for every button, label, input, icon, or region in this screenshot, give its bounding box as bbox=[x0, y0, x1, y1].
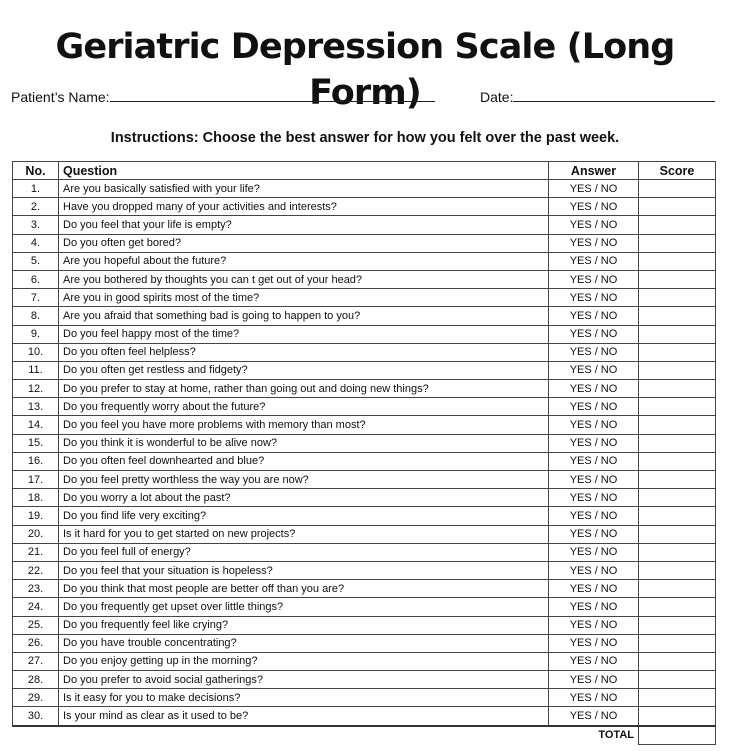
answer-separator: / bbox=[594, 419, 598, 432]
patient-name-label: Patient’s Name: bbox=[11, 89, 110, 105]
answer-yes-option[interactable]: YES bbox=[569, 455, 592, 468]
table-row bbox=[13, 434, 716, 452]
answer-cell bbox=[549, 634, 639, 652]
total-row bbox=[13, 726, 716, 745]
question-number: 10. bbox=[13, 343, 59, 361]
question-text: Do you feel you have more problems with memory than most? bbox=[59, 416, 549, 434]
score-cell[interactable] bbox=[639, 307, 716, 325]
answer-no-option[interactable]: NO bbox=[600, 600, 618, 613]
answer-no-option[interactable]: NO bbox=[600, 564, 618, 577]
answer-no-option[interactable]: NO bbox=[600, 710, 618, 723]
question-text: Do you feel that your life is empty? bbox=[59, 216, 549, 234]
score-cell[interactable] bbox=[639, 198, 716, 216]
question-number: 1. bbox=[13, 180, 59, 198]
question-text: Do you think it is wonderful to be alive now? bbox=[59, 434, 549, 452]
score-cell[interactable] bbox=[639, 216, 716, 234]
answer-cell bbox=[549, 525, 639, 543]
score-cell[interactable] bbox=[639, 452, 716, 470]
answer-separator: / bbox=[594, 455, 598, 468]
question-text: Do you frequently worry about the future? bbox=[59, 398, 549, 416]
total-label: TOTAL bbox=[549, 726, 639, 745]
answer-yes-option[interactable]: YES bbox=[569, 382, 592, 395]
answer-yes-option[interactable]: YES bbox=[569, 546, 592, 559]
header-score: Score bbox=[639, 162, 716, 180]
answer-no-option[interactable]: NO bbox=[600, 273, 618, 286]
answer-separator: / bbox=[594, 400, 598, 413]
answer-yes-option[interactable]: YES bbox=[569, 419, 592, 432]
answer-yes-option[interactable]: YES bbox=[569, 509, 592, 522]
score-cell[interactable] bbox=[639, 416, 716, 434]
question-text: Do you find life very exciting? bbox=[59, 507, 549, 525]
answer-no-option[interactable]: NO bbox=[600, 473, 618, 486]
table-row bbox=[13, 307, 716, 325]
answer-cell bbox=[549, 689, 639, 707]
table-row bbox=[13, 361, 716, 379]
answer-separator: / bbox=[594, 655, 598, 668]
score-cell[interactable] bbox=[639, 252, 716, 270]
answer-cell bbox=[549, 580, 639, 598]
answer-separator: / bbox=[594, 691, 598, 704]
question-number: 30. bbox=[13, 707, 59, 726]
question-number: 25. bbox=[13, 616, 59, 634]
answer-yes-option[interactable]: YES bbox=[569, 364, 592, 377]
patient-name-line[interactable] bbox=[110, 87, 435, 102]
answer-cell bbox=[549, 180, 639, 198]
question-text: Do you often feel helpless? bbox=[59, 343, 549, 361]
question-number: 28. bbox=[13, 671, 59, 689]
answer-no-option[interactable]: NO bbox=[600, 346, 618, 359]
answer-no-option[interactable]: NO bbox=[600, 309, 618, 322]
answer-no-option[interactable]: NO bbox=[600, 437, 618, 450]
answer-separator: / bbox=[594, 637, 598, 650]
answer-cell bbox=[549, 707, 639, 726]
score-cell[interactable] bbox=[639, 580, 716, 598]
answer-cell bbox=[549, 616, 639, 634]
question-number: 14. bbox=[13, 416, 59, 434]
answer-separator: / bbox=[594, 218, 598, 231]
answer-cell bbox=[549, 398, 639, 416]
page-title: Geriatric Depression Scale (Long Form) bbox=[55, 27, 675, 113]
question-text: Are you basically satisfied with your life? bbox=[59, 180, 549, 198]
answer-separator: / bbox=[594, 528, 598, 541]
score-cell[interactable] bbox=[639, 289, 716, 307]
answer-cell bbox=[549, 471, 639, 489]
question-number: 20. bbox=[13, 525, 59, 543]
question-number: 29. bbox=[13, 689, 59, 707]
question-number: 6. bbox=[13, 270, 59, 288]
table-row bbox=[13, 198, 716, 216]
answer-separator: / bbox=[594, 328, 598, 341]
table-row bbox=[13, 270, 716, 288]
answer-yes-option[interactable]: YES bbox=[569, 691, 592, 704]
instructions: Instructions: Choose the best answer for how you felt over the past week. bbox=[110, 130, 620, 146]
answer-no-option[interactable]: NO bbox=[600, 419, 618, 432]
answer-separator: / bbox=[594, 437, 598, 450]
question-number: 9. bbox=[13, 325, 59, 343]
table-row bbox=[13, 489, 716, 507]
question-number: 8. bbox=[13, 307, 59, 325]
answer-separator: / bbox=[594, 382, 598, 395]
question-text: Are you afraid that something bad is going to happen to you? bbox=[59, 307, 549, 325]
question-text: Are you bothered by thoughts you can t get out of your head? bbox=[59, 270, 549, 288]
answer-separator: / bbox=[594, 237, 598, 250]
answer-cell bbox=[549, 252, 639, 270]
answer-cell bbox=[549, 489, 639, 507]
answer-cell bbox=[549, 289, 639, 307]
score-cell[interactable] bbox=[639, 707, 716, 726]
answer-no-option[interactable]: NO bbox=[600, 182, 618, 195]
total-blank-2 bbox=[59, 726, 549, 745]
answer-separator: / bbox=[594, 546, 598, 559]
table-row bbox=[13, 561, 716, 579]
table-row bbox=[13, 507, 716, 525]
answer-yes-option[interactable]: YES bbox=[569, 491, 592, 504]
answer-cell bbox=[549, 507, 639, 525]
table-row bbox=[13, 598, 716, 616]
answer-separator: / bbox=[594, 491, 598, 504]
score-cell[interactable] bbox=[639, 180, 716, 198]
score-cell[interactable] bbox=[639, 471, 716, 489]
answer-yes-option[interactable]: YES bbox=[569, 564, 592, 577]
question-number: 26. bbox=[13, 634, 59, 652]
question-text: Do you prefer to stay at home, rather than going out and doing new things? bbox=[59, 380, 549, 398]
question-number: 18. bbox=[13, 489, 59, 507]
answer-cell bbox=[549, 671, 639, 689]
table-row bbox=[13, 634, 716, 652]
score-cell[interactable] bbox=[639, 343, 716, 361]
question-number: 7. bbox=[13, 289, 59, 307]
question-text: Is it easy for you to make decisions? bbox=[59, 689, 549, 707]
question-text: Do you worry a lot about the past? bbox=[59, 489, 549, 507]
answer-yes-option[interactable]: YES bbox=[569, 710, 592, 723]
answer-separator: / bbox=[594, 364, 598, 377]
answer-separator: / bbox=[594, 255, 598, 268]
table-row bbox=[13, 652, 716, 670]
answer-yes-option[interactable]: YES bbox=[569, 655, 592, 668]
score-cell[interactable] bbox=[639, 234, 716, 252]
question-text: Are you hopeful about the future? bbox=[59, 252, 549, 270]
table-row bbox=[13, 616, 716, 634]
answer-separator: / bbox=[594, 710, 598, 723]
answer-yes-option[interactable]: YES bbox=[569, 619, 592, 632]
answer-yes-option[interactable]: YES bbox=[569, 473, 592, 486]
question-number: 11. bbox=[13, 361, 59, 379]
question-text: Is your mind as clear as it used to be? bbox=[59, 707, 549, 726]
score-cell[interactable] bbox=[639, 634, 716, 652]
answer-yes-option[interactable]: YES bbox=[569, 200, 592, 213]
question-number: 15. bbox=[13, 434, 59, 452]
answer-yes-option[interactable]: YES bbox=[569, 673, 592, 686]
score-cell[interactable] bbox=[639, 325, 716, 343]
answer-cell bbox=[549, 452, 639, 470]
table-row bbox=[13, 525, 716, 543]
answer-cell bbox=[549, 234, 639, 252]
score-cell[interactable] bbox=[639, 689, 716, 707]
table-row bbox=[13, 543, 716, 561]
table-header-row bbox=[13, 162, 716, 180]
answer-separator: / bbox=[594, 473, 598, 486]
answer-no-option[interactable]: NO bbox=[600, 637, 618, 650]
question-number: 27. bbox=[13, 652, 59, 670]
answer-no-option[interactable]: NO bbox=[600, 528, 618, 541]
table-row bbox=[13, 325, 716, 343]
answer-no-option[interactable]: NO bbox=[600, 509, 618, 522]
answer-no-option[interactable]: NO bbox=[600, 619, 618, 632]
score-cell[interactable] bbox=[639, 434, 716, 452]
question-text: Do you have trouble concentrating? bbox=[59, 634, 549, 652]
answer-cell bbox=[549, 380, 639, 398]
answer-separator: / bbox=[594, 291, 598, 304]
question-text: Have you dropped many of your activities and interests? bbox=[59, 198, 549, 216]
answer-separator: / bbox=[594, 182, 598, 195]
answer-cell bbox=[549, 325, 639, 343]
question-number: 12. bbox=[13, 380, 59, 398]
answer-cell bbox=[549, 216, 639, 234]
answer-no-option[interactable]: NO bbox=[600, 655, 618, 668]
answer-no-option[interactable]: NO bbox=[600, 673, 618, 686]
score-cell[interactable] bbox=[639, 671, 716, 689]
question-text: Do you think that most people are better off than you are? bbox=[59, 580, 549, 598]
score-cell[interactable] bbox=[639, 270, 716, 288]
answer-yes-option[interactable]: YES bbox=[569, 637, 592, 650]
question-text: Do you feel pretty worthless the way you are now? bbox=[59, 471, 549, 489]
score-cell[interactable] bbox=[639, 525, 716, 543]
date-label: Date: bbox=[480, 89, 514, 105]
answer-no-option[interactable]: NO bbox=[600, 328, 618, 341]
answer-no-option[interactable]: NO bbox=[600, 291, 618, 304]
answer-no-option[interactable]: NO bbox=[600, 364, 618, 377]
table-row bbox=[13, 689, 716, 707]
answer-no-option[interactable]: NO bbox=[600, 400, 618, 413]
answer-cell bbox=[549, 416, 639, 434]
table-row bbox=[13, 452, 716, 470]
answer-separator: / bbox=[594, 509, 598, 522]
answer-no-option[interactable]: NO bbox=[600, 382, 618, 395]
answer-yes-option[interactable]: YES bbox=[569, 437, 592, 450]
answer-no-option[interactable]: NO bbox=[600, 255, 618, 268]
answer-no-option[interactable]: NO bbox=[600, 546, 618, 559]
answer-cell bbox=[549, 598, 639, 616]
score-cell[interactable] bbox=[639, 507, 716, 525]
table-row bbox=[13, 671, 716, 689]
answer-no-option[interactable]: NO bbox=[600, 455, 618, 468]
question-number: 2. bbox=[13, 198, 59, 216]
table-row bbox=[13, 471, 716, 489]
question-number: 16. bbox=[13, 452, 59, 470]
answer-separator: / bbox=[594, 346, 598, 359]
table-row bbox=[13, 216, 716, 234]
answer-yes-option[interactable]: YES bbox=[569, 600, 592, 613]
answer-cell bbox=[549, 343, 639, 361]
question-number: 17. bbox=[13, 471, 59, 489]
question-text: Do you feel full of energy? bbox=[59, 543, 549, 561]
question-number: 21. bbox=[13, 543, 59, 561]
answer-yes-option[interactable]: YES bbox=[569, 309, 592, 322]
table-row bbox=[13, 380, 716, 398]
question-text: Do you often feel downhearted and blue? bbox=[59, 452, 549, 470]
answer-yes-option[interactable]: YES bbox=[569, 273, 592, 286]
score-cell[interactable] bbox=[639, 543, 716, 561]
answer-yes-option[interactable]: YES bbox=[569, 237, 592, 250]
patient-name-field[interactable] bbox=[11, 87, 435, 106]
question-text: Do you feel happy most of the time? bbox=[59, 325, 549, 343]
header-question: Question bbox=[59, 162, 549, 180]
answer-cell bbox=[549, 270, 639, 288]
question-text: Do you frequently get upset over little things? bbox=[59, 598, 549, 616]
answer-cell bbox=[549, 652, 639, 670]
answer-no-option[interactable]: NO bbox=[600, 237, 618, 250]
question-number: 3. bbox=[13, 216, 59, 234]
table-row bbox=[13, 416, 716, 434]
answer-no-option[interactable]: NO bbox=[600, 200, 618, 213]
header-answer: Answer bbox=[549, 162, 639, 180]
total-score-cell[interactable] bbox=[639, 726, 716, 745]
score-cell[interactable] bbox=[639, 398, 716, 416]
answer-yes-option[interactable]: YES bbox=[569, 182, 592, 195]
score-cell[interactable] bbox=[639, 489, 716, 507]
answer-separator: / bbox=[594, 273, 598, 286]
question-text: Do you feel that your situation is hopeless? bbox=[59, 561, 549, 579]
table-row bbox=[13, 707, 716, 726]
questionnaire-table bbox=[12, 161, 716, 745]
answer-yes-option[interactable]: YES bbox=[569, 218, 592, 231]
question-number: 13. bbox=[13, 398, 59, 416]
answer-yes-option[interactable]: YES bbox=[569, 291, 592, 304]
answer-separator: / bbox=[594, 673, 598, 686]
answer-separator: / bbox=[594, 600, 598, 613]
score-cell[interactable] bbox=[639, 561, 716, 579]
question-number: 22. bbox=[13, 561, 59, 579]
question-number: 23. bbox=[13, 580, 59, 598]
score-cell[interactable] bbox=[639, 380, 716, 398]
answer-yes-option[interactable]: YES bbox=[569, 528, 592, 541]
answer-no-option[interactable]: NO bbox=[600, 691, 618, 704]
table-row bbox=[13, 398, 716, 416]
answer-no-option[interactable]: NO bbox=[600, 491, 618, 504]
answer-separator: / bbox=[594, 619, 598, 632]
table-row bbox=[13, 180, 716, 198]
question-text: Is it hard for you to get started on new projects? bbox=[59, 525, 549, 543]
total-blank-1 bbox=[13, 726, 59, 745]
question-text: Are you in good spirits most of the time? bbox=[59, 289, 549, 307]
question-number: 4. bbox=[13, 234, 59, 252]
score-cell[interactable] bbox=[639, 616, 716, 634]
answer-cell bbox=[549, 543, 639, 561]
answer-separator: / bbox=[594, 200, 598, 213]
table-row bbox=[13, 289, 716, 307]
answer-separator: / bbox=[594, 564, 598, 577]
question-text: Do you enjoy getting up in the morning? bbox=[59, 652, 549, 670]
answer-cell bbox=[549, 361, 639, 379]
score-cell[interactable] bbox=[639, 652, 716, 670]
answer-yes-option[interactable]: YES bbox=[569, 400, 592, 413]
date-field[interactable] bbox=[480, 87, 715, 106]
answer-yes-option[interactable]: YES bbox=[569, 346, 592, 359]
answer-no-option[interactable]: NO bbox=[600, 582, 618, 595]
header-no: No. bbox=[13, 162, 59, 180]
question-text: Do you prefer to avoid social gatherings? bbox=[59, 671, 549, 689]
answer-yes-option[interactable]: YES bbox=[569, 255, 592, 268]
answer-cell bbox=[549, 561, 639, 579]
table-row bbox=[13, 343, 716, 361]
score-cell[interactable] bbox=[639, 361, 716, 379]
question-number: 5. bbox=[13, 252, 59, 270]
question-number: 24. bbox=[13, 598, 59, 616]
question-text: Do you often get restless and fidgety? bbox=[59, 361, 549, 379]
answer-separator: / bbox=[594, 582, 598, 595]
table-row bbox=[13, 580, 716, 598]
question-text: Do you frequently feel like crying? bbox=[59, 616, 549, 634]
answer-separator: / bbox=[594, 309, 598, 322]
question-number: 19. bbox=[13, 507, 59, 525]
answer-no-option[interactable]: NO bbox=[600, 218, 618, 231]
answer-cell bbox=[549, 434, 639, 452]
answer-cell bbox=[549, 198, 639, 216]
score-cell[interactable] bbox=[639, 598, 716, 616]
answer-yes-option[interactable]: YES bbox=[569, 328, 592, 341]
date-line[interactable] bbox=[513, 87, 715, 102]
question-text: Do you often get bored? bbox=[59, 234, 549, 252]
answer-yes-option[interactable]: YES bbox=[569, 582, 592, 595]
table-row bbox=[13, 234, 716, 252]
table-row bbox=[13, 252, 716, 270]
answer-cell bbox=[549, 307, 639, 325]
